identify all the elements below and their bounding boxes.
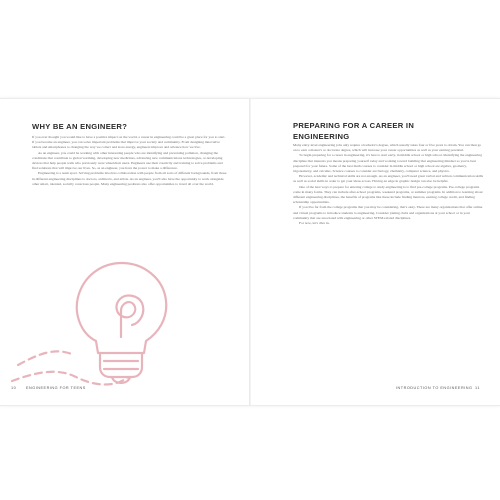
left-page <box>0 99 249 405</box>
book-spread <box>0 98 500 406</box>
right-paragraph: To begin preparing for a career in engineering, it's best to start early, in middle school or high school. Identifying the engineering discipline that interests you means preparing yourself today and working toward building that engineering mindset so you're best prepared for your future. Some of the best math courses to consider in middle school or high school are algebra, geometry, trigonometry, and calculus. Science courses to consider are biology, chemistry, computer science, and physics. <box>293 153 482 174</box>
right-paragraph: For now, let's dive in. <box>299 221 330 226</box>
cord-dash-upper <box>18 351 74 365</box>
bulb-base <box>100 353 142 377</box>
right-page <box>251 99 500 405</box>
right-paragraph: Many entry-level engineering jobs only require a bachelor's degree, which usually takes four or five years to obtain. You can then go on to earn a master's or doctorate degree, which will increase your career opportunities as well as your earning potential. <box>293 143 482 153</box>
page-number: 10 <box>11 386 17 390</box>
left-page-body <box>32 135 227 187</box>
right-page-heading <box>293 120 473 142</box>
left-paragraph: Engineering is a team sport. Solving problems involves collaboration with people from all sorts of different backgrounds, from those in different engineering disciplines to doctors, architects, and artists. As an engineer, you'll also have the opportunity to work alongside other smart, talented, socially conscious people. Many engineering positions also offer opportunities to travel all over the world. <box>32 171 227 186</box>
right-paragraph: If you live far from the college programs that you may be considering, that's okay. There are many organizations that offer online and virtual programs to introduce students to engineering. Consider joining clubs and organizations at your school or in your community that are associated with engineering or other STEM-related disciplines. <box>293 205 483 220</box>
right-paragraph: However, academic and technical skills are not enough. As an engineer, you'll need great verbal and written communication skills as well as social skills in order to get your ideas across. Having an edge in graphic design can also be helpful. <box>293 174 484 184</box>
lightbulb-illustration <box>0 249 210 399</box>
right-paragraph: One of the best ways to prepare for entering college to study engineering is to find pre-college programs. Pre-college programs come in many forms. They can include after-school programs, weekend programs, or summer programs. In addition to learning about different engineering disciplines, the benefits of programs like these include finding mentors, earning college credit, and finding scholarship opportunities. <box>293 184 483 205</box>
cord-dash-lower <box>12 372 128 385</box>
right-heading-line: ENGINEERING <box>293 132 350 141</box>
running-head: INTRODUCTION TO ENGINEERING <box>396 386 473 390</box>
bulb-filament <box>117 296 144 337</box>
right-heading-line: PREPARING FOR A CAREER IN <box>293 121 415 130</box>
running-head: ENGINEERING FOR TEENS <box>26 386 86 390</box>
left-paragraph: If you ever thought you would like to have a positive impact on the world, a career in engineering could be a great place for you to start. If you become an engineer, you can solve important problems that improve your society and community. From designing innovative tablets and smartphones to changing the way we collect and store energy, engineers improve and advance how we live. <box>32 135 226 150</box>
page-number: 11 <box>475 386 480 390</box>
left-page-heading: WHY BE AN ENGINEER? <box>32 122 128 131</box>
left-paragraph: As an engineer, you could be working with other interesting people who are identifying and preventing pollution, changing the conditions that contribute to global warming, developing new medicines, advancing new communications technologies, or developing devices that help people walk who previously were wheelchair users. Engineers use their creativity and training to solve problems and find solutions that will improve our lives. So, as an engineer, you have the power to make a difference. <box>32 150 223 171</box>
right-page-body <box>293 143 485 226</box>
